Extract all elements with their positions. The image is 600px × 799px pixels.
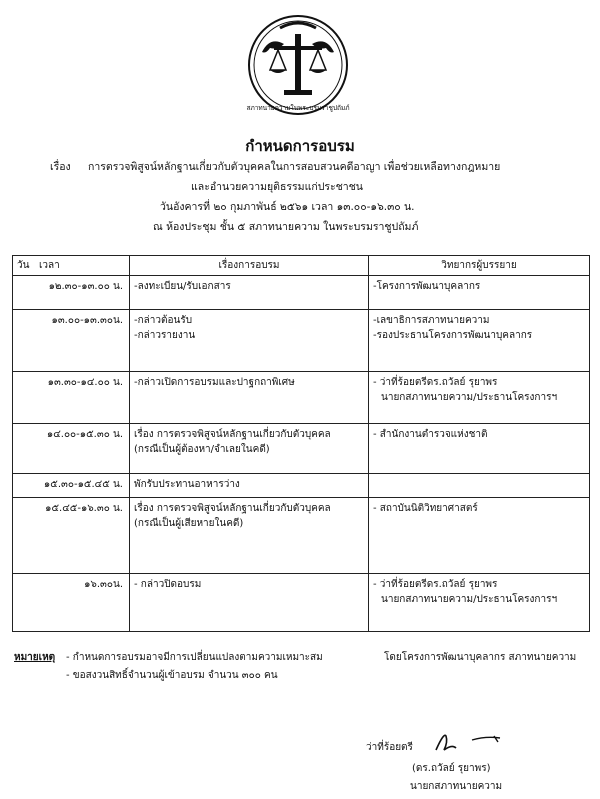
note-line-1: - กำหนดการอบรมอาจมีการเปลี่ยนแปลงตามความเหมาะสม bbox=[66, 652, 323, 663]
signature-rank: ว่าที่ร้อยตรี bbox=[366, 742, 413, 753]
row-speaker: - สำนักงานตำรวจแห่งชาติ bbox=[373, 429, 488, 440]
subject-line-1: การตรวจพิสูจน์หลักฐานเกี่ยวกับตัวบุคคลในการสอบสวนคดีอาญา เพื่อช่วยเหลือทางกฎหมาย bbox=[88, 161, 501, 173]
row-speaker: - สถาบันนิติวิทยาศาสตร์ bbox=[373, 503, 478, 514]
row-topic: -กล่าวรายงาน bbox=[134, 330, 196, 341]
row-topic: -กล่าวต้อนรับ bbox=[134, 315, 193, 326]
row-topic: -กล่าวเปิดการอบรมและปาฐกถาพิเศษ bbox=[134, 377, 295, 388]
subject-label: เรื่อง bbox=[50, 161, 71, 173]
signature-position: นายกสภาทนายความ bbox=[410, 781, 503, 792]
row-topic: พักรับประทานอาหารว่าง bbox=[134, 479, 240, 490]
table-row bbox=[13, 310, 590, 372]
row-time: ๑๓.๓๐-๑๔.๐๐ น. bbox=[13, 372, 130, 424]
row-time: ๑๕.๓๐-๑๕.๔๕ น. bbox=[13, 474, 130, 498]
table-row bbox=[13, 498, 590, 574]
handwritten-signature bbox=[430, 726, 510, 756]
row-topic: - กล่าวปิดอบรม bbox=[134, 579, 202, 590]
header-topic: เรื่องการอบรม bbox=[130, 256, 369, 276]
logo-text: สภาทนายความในพระบรมราชูปถัมภ์ bbox=[246, 104, 350, 112]
row-time: ๑๔.๐๐-๑๕.๓๐ น. bbox=[13, 424, 130, 474]
table-row bbox=[13, 574, 590, 632]
row-speaker: - ว่าที่ร้อยตรีดร.ถวัลย์ รุยาพร bbox=[373, 377, 498, 388]
table-row bbox=[13, 276, 590, 310]
date-line: วันอังคารที่ ๒๐ กุมภาพันธ์ ๒๕๖๑ เวลา ๑๓.๐๐-๑๖.๓๐ น. bbox=[160, 201, 415, 213]
row-time: ๑๕.๔๕-๑๖.๓๐ น. bbox=[13, 498, 130, 574]
table-header-row bbox=[13, 256, 590, 276]
subject-line-2: และอำนวยความยุติธรรมแก่ประชาชน bbox=[191, 181, 363, 193]
row-topic: (กรณีเป็นผู้ต้องหา/จำเลยในคดี) bbox=[134, 444, 270, 455]
header-time: วัน เวลา bbox=[13, 256, 130, 276]
row-speaker: - ว่าที่ร้อยตรีดร.ถวัลย์ รุยาพร bbox=[373, 579, 498, 590]
row-time: ๑๓.๐๐-๑๓.๓๐น. bbox=[13, 310, 130, 372]
table-row bbox=[13, 372, 590, 424]
row-speaker: -รองประธานโครงการพัฒนาบุคลากร bbox=[373, 330, 533, 341]
table-row bbox=[13, 474, 590, 498]
council-seal-logo bbox=[240, 14, 356, 116]
row-topic: (กรณีเป็นผู้เสียหายในคดี) bbox=[134, 518, 244, 529]
venue-line: ณ ห้องประชุม ชั้น ๕ สภาทนายความ ในพระบรมราชูปถัมภ์ bbox=[153, 221, 419, 233]
row-topic: เรื่อง การตรวจพิสูจน์หลักฐานเกี่ยวกับตัวบุคคล bbox=[134, 503, 331, 514]
row-time: ๑๖.๓๐น. bbox=[13, 574, 130, 632]
row-speaker: -โครงการพัฒนาบุคลากร bbox=[373, 281, 481, 292]
note-line-2: - ขอสงวนสิทธิ์จำนวนผู้เข้าอบรม จำนวน ๓๐๐ คน bbox=[66, 670, 278, 681]
signature-name: (ดร.ถวัลย์ รุยาพร) bbox=[412, 763, 491, 774]
schedule-table bbox=[12, 255, 590, 632]
row-topic: เรื่อง การตรวจพิสูจน์หลักฐานเกี่ยวกับตัวบุคคล bbox=[134, 429, 331, 440]
organizer-line: โดยโครงการพัฒนาบุคลากร สภาทนายความ bbox=[384, 652, 577, 663]
header-speaker: วิทยากรผู้บรรยาย bbox=[369, 256, 590, 276]
row-speaker: -เลขาธิการสภาทนายความ bbox=[373, 315, 490, 326]
document-title: กำหนดการอบรม bbox=[245, 137, 355, 155]
notes-label: หมายเหตุ bbox=[14, 652, 56, 663]
row-time: ๑๒.๓๐-๑๓.๐๐ น. bbox=[13, 276, 130, 310]
row-speaker: นายกสภาทนายความ/ประธานโครงการฯ bbox=[381, 392, 558, 403]
row-speaker: นายกสภาทนายความ/ประธานโครงการฯ bbox=[381, 594, 558, 605]
table-row bbox=[13, 424, 590, 474]
row-topic: -ลงทะเบียน/รับเอกสาร bbox=[134, 281, 231, 292]
